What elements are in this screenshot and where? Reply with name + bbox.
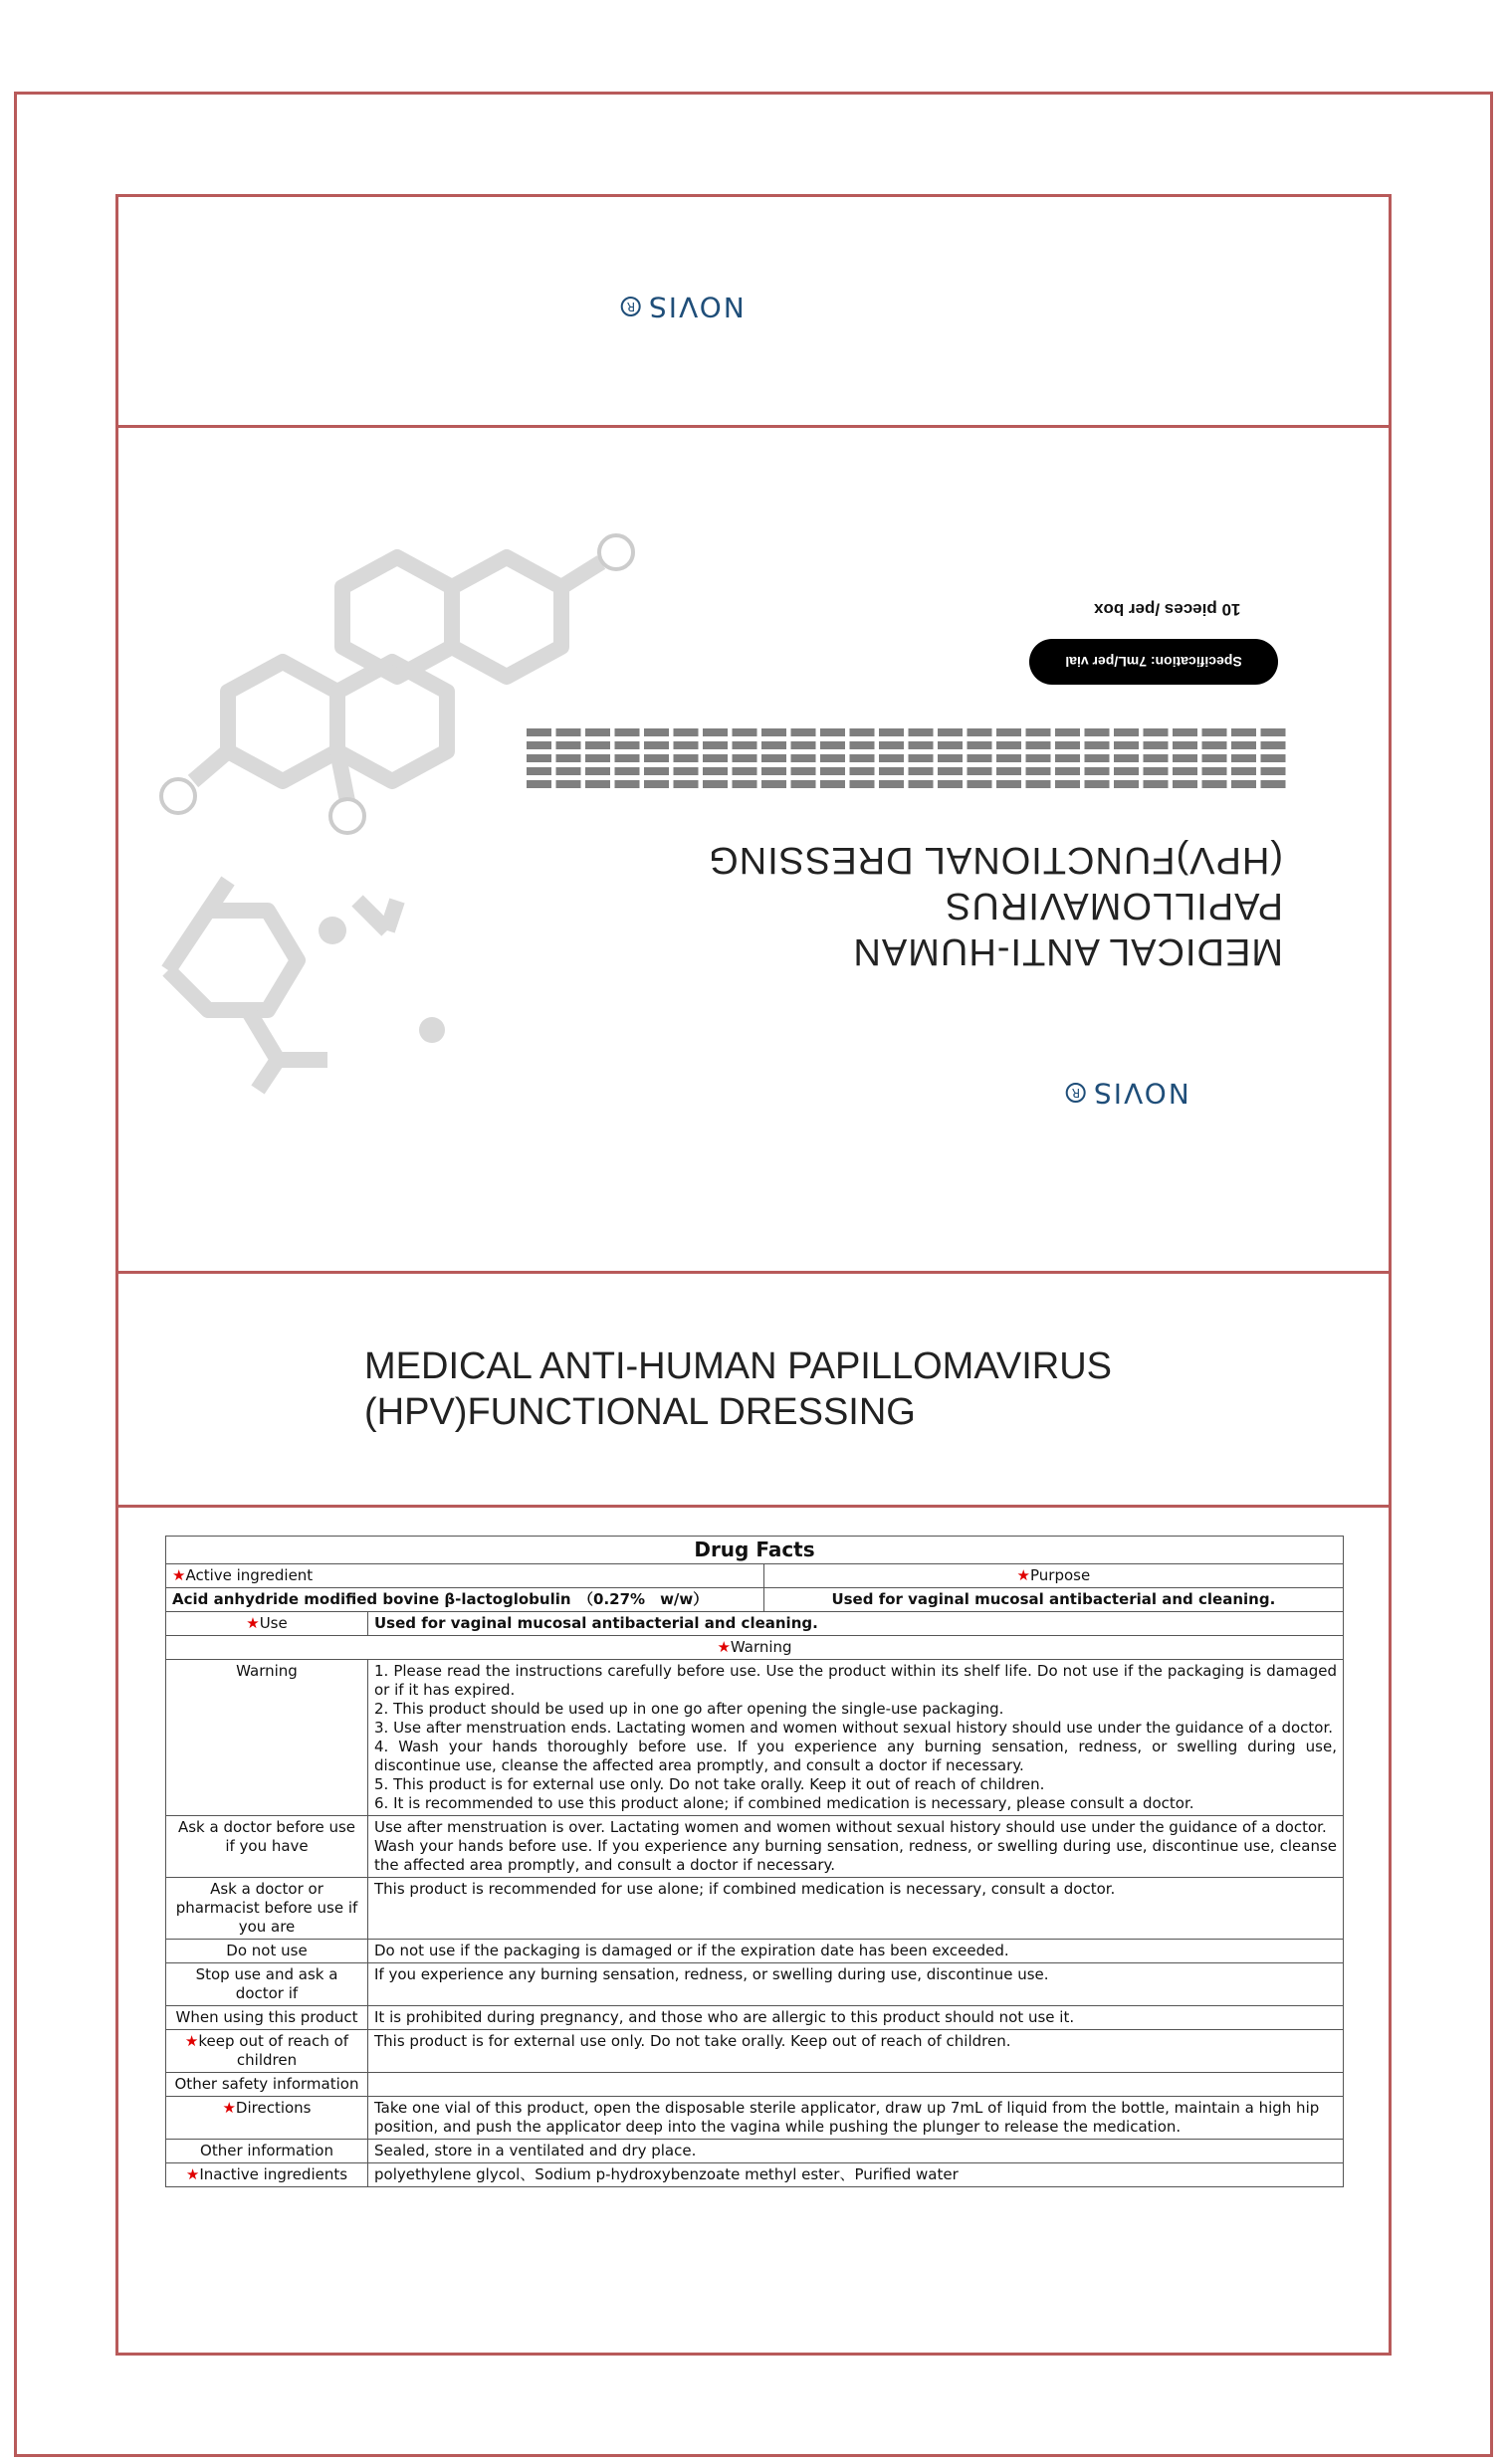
stripe-block [996,741,1021,749]
stripe-block [1114,728,1139,736]
title-line-2: (HPV)FUNCTIONAL DRESSING [708,839,1283,881]
stripe-block [820,754,845,762]
title-line-1: MEDICAL ANTI-HUMAN PAPILLOMAVIRUS [852,885,1283,972]
inactive-label-cell [166,2163,368,2187]
use-label-cell [166,1612,368,1636]
stripe-block [938,754,963,762]
drug-facts-header: Drug Facts [166,1537,1344,1564]
stripe-block [1261,780,1286,788]
stripe-block [615,728,640,736]
stripe-block [556,728,581,736]
stripe-block [733,767,757,775]
package-title-flipped [546,837,1283,974]
stripe-block [1202,728,1227,736]
stripe-block [1202,741,1227,749]
do-not-use-label: Do not use [166,1940,368,1963]
use-value: Used for vaginal mucosal antibacterial and cleaning. [368,1612,1344,1636]
active-ingredient-value: Acid anhydride modified bovine β-lactoglobulin （0.27% w/w） [166,1588,764,1612]
stripe-block [1026,728,1051,736]
stripe-block [761,754,786,762]
purpose-value: Used for vaginal mucosal antibacterial and cleaning. [763,1588,1343,1612]
stripe-block [585,780,610,788]
stripe-block [1173,754,1197,762]
stripe-block [1231,754,1256,762]
stripe-block [791,728,816,736]
stripe-block [820,741,845,749]
ask-pharmacist-value: This product is recommended for use alone; if combined medication is necessary, consult a doctor. [368,1878,1344,1940]
stripe-block [644,767,669,775]
stripe-block [644,780,669,788]
star-icon: ★ [222,2099,236,2117]
stripe-block [909,767,934,775]
brand-name-2: NOVIS [1092,1077,1189,1110]
stripe-block [674,728,699,736]
ask-doctor-line: Wash your hands before use. If you experience any burning sensation, redness, or swelling during use, discontinue use, cleanse the affected area promptly, and consult a doctor if necessary. [374,1837,1337,1874]
stripe-block [1231,767,1256,775]
stripe-block [791,754,816,762]
stripe-block [1261,741,1286,749]
stripe-block [1231,741,1256,749]
stripe-block [879,780,904,788]
stripe-block [1114,754,1139,762]
stripe-block [1144,754,1169,762]
brand-logo-flipped-2 [1066,1077,1189,1110]
use-label: Use [259,1614,288,1632]
ask-doctor-value [368,1816,1344,1878]
pieces-per-box: 10 pieces /per box [1094,600,1241,619]
stripe-block [791,780,816,788]
stripe-block [1202,767,1227,775]
keep-out-label: keep out of reach of children [198,2032,349,2069]
stripe-block [1173,741,1197,749]
stripe-block [1055,728,1080,736]
stripe-block [527,754,551,762]
stripe-block [850,780,875,788]
stripe-block [674,741,699,749]
front-panel [115,1271,1392,1508]
stripe-block [733,754,757,762]
ask-doctor-line: Use after menstruation is over. Lactating women and women without sexual history should use under the guidance of a doctor. [374,1818,1327,1836]
stripe-block [556,767,581,775]
stripe-block [1055,780,1080,788]
stripe-block [996,754,1021,762]
stripe-block [1026,754,1051,762]
stripe-block [703,728,728,736]
stripe-block [1085,780,1110,788]
do-not-use-value: Do not use if the packaging is damaged or if the expiration date has been exceeded. [368,1940,1344,1963]
stop-use-label: Stop use and ask a doctor if [166,1963,368,2006]
active-ingredient-label: Active ingredient [185,1566,314,1584]
purpose-label-cell [763,1564,1343,1588]
stripe-block [703,780,728,788]
stripe-block [909,728,934,736]
stripe-block [556,741,581,749]
stripe-block [527,767,551,775]
stripe-block [1202,754,1227,762]
star-icon: ★ [717,1638,731,1656]
other-info-label: Other information [166,2140,368,2163]
stripe-block [1231,728,1256,736]
star-icon: ★ [246,1614,260,1632]
stripe-block [850,754,875,762]
stripe-block [761,728,786,736]
top-flap-panel [115,194,1392,428]
stripe-block [1173,728,1197,736]
stripe-block [909,754,934,762]
stripe-block [1085,728,1110,736]
ask-doctor-label: Ask a doctor before use if you have [166,1816,368,1878]
stripe-block [556,754,581,762]
directions-label: Directions [235,2099,312,2117]
stripe-block [761,767,786,775]
stripe-block [850,767,875,775]
molecule-graphic [148,493,706,1149]
stripe-block [1055,741,1080,749]
stripe-block [820,780,845,788]
active-ingredient-label-cell [166,1564,764,1588]
stop-use-value: If you experience any burning sensation, redness, or swelling during use, discontinue use. [368,1963,1344,2006]
stripe-block [1173,767,1197,775]
other-safety-value [368,2073,1344,2097]
stripe-block [996,780,1021,788]
stripe-block [850,728,875,736]
stripe-block [850,741,875,749]
stripe-block [996,767,1021,775]
stripe-block [674,767,699,775]
stripe-block [527,728,551,736]
stripe-block [1055,754,1080,762]
stripe-block [1261,754,1286,762]
stripe-block [791,741,816,749]
stripe-block [703,741,728,749]
stripe-block [1114,780,1139,788]
star-icon: ★ [184,2032,199,2050]
warning-item: 2. This product should be used up in one go after opening the single-use packaging. [374,1700,1004,1718]
stripe-block [909,780,934,788]
stripe-block [1055,767,1080,775]
stripe-block [820,767,845,775]
package-title [364,1343,1112,1435]
warning-item: 4. Wash your hands thoroughly before use. If you experience any burning sensation, redness, or swelling during use, discontinue use, cleanse the affected area promptly, and consult a doctor if necessary. [374,1738,1337,1774]
other-info-value: Sealed, store in a ventilated and dry place. [368,2140,1344,2163]
stripe-block [1026,780,1051,788]
stripe-block [1144,741,1169,749]
stripe-block [615,754,640,762]
front-title-line-1: MEDICAL ANTI-HUMAN PAPILLOMAVIRUS [364,1345,1112,1387]
stripe-block [1114,767,1139,775]
stripe-block [879,767,904,775]
stripe-block [938,780,963,788]
stripe-block [909,741,934,749]
stripe-block [674,780,699,788]
stripe-block [938,767,963,775]
warning-header-cell [166,1636,1344,1660]
stripe-block [733,741,757,749]
drug-facts-table [165,1536,1344,2187]
stripe-block [644,741,669,749]
stripe-block [703,754,728,762]
stripe-block [1202,780,1227,788]
stripe-block [879,728,904,736]
stripe-block [556,780,581,788]
warning-list [368,1660,1344,1816]
stripe-block [1231,780,1256,788]
inactive-label: Inactive ingredients [199,2165,348,2183]
ask-pharmacist-label: Ask a doctor or pharmacist before use if you are [166,1878,368,1940]
keep-out-label-cell [166,2030,368,2073]
stripe-block [968,741,992,749]
stripe-block [1026,767,1051,775]
warning-item: 3. Use after menstruation ends. Lactating women and women without sexual history should use under the guidance of a doctor. [374,1719,1334,1737]
registered-icon: R [621,298,641,317]
stripe-block [761,780,786,788]
stripe-block [1261,767,1286,775]
stripe-block [1085,767,1110,775]
stripe-block [733,728,757,736]
star-icon: ★ [1016,1566,1030,1584]
back-panel [115,425,1392,1274]
stripe-block [527,780,551,788]
stripe-block [938,741,963,749]
inactive-value: polyethylene glycol、Sodium p-hydroxybenzoate methyl ester、Purified water [368,2163,1344,2187]
stripe-block [615,741,640,749]
stripe-block [1144,767,1169,775]
stripe-block [585,728,610,736]
stripe-block [1173,780,1197,788]
stripe-block [938,728,963,736]
stripe-block [585,767,610,775]
stripe-block [1085,754,1110,762]
stripe-block [674,754,699,762]
stripe-block [585,754,610,762]
when-using-value: It is prohibited during pregnancy, and those who are allergic to this product should not use it. [368,2006,1344,2030]
stripe-block [644,754,669,762]
stripe-block [644,728,669,736]
star-icon: ★ [185,2165,200,2183]
warning-header: Warning [730,1638,792,1656]
stripe-block [879,754,904,762]
stripe-block [791,767,816,775]
warning-item: 6. It is recommended to use this product alone; if combined medication is necessary, please consult a doctor. [374,1794,1194,1812]
stripe-block [820,728,845,736]
stripe-block [1144,728,1169,736]
stripe-block [996,728,1021,736]
stripe-pattern [527,728,1290,792]
warning-item: 5. This product is for external use only. Do not take orally. Keep it out of reach of children. [374,1775,1045,1793]
registered-icon-2: R [1066,1084,1086,1104]
directions-value: Take one vial of this product, open the disposable sterile applicator, draw up 7mL of liquid from the bottle, maintain a high hip position, and push the applicator deep into the vagina while pushing the plunger to release the medication. [368,2097,1344,2140]
stripe-block [733,780,757,788]
stripe-block [1144,780,1169,788]
stripe-block [1261,728,1286,736]
star-icon: ★ [172,1566,186,1584]
warning-label: Warning [166,1660,368,1816]
stripe-block [527,741,551,749]
when-using-label: When using this product [166,2006,368,2030]
stripe-block [1114,741,1139,749]
stripe-block [968,780,992,788]
brand-logo-flipped [621,291,745,323]
stripe-block [615,780,640,788]
stripe-block [585,741,610,749]
purpose-label: Purpose [1029,1566,1091,1584]
other-safety-label: Other safety information [166,2073,368,2097]
stripe-block [615,767,640,775]
stripe-block [968,728,992,736]
stripe-block [1085,741,1110,749]
stripe-block [761,741,786,749]
brand-name: NOVIS [647,291,745,323]
keep-out-value: This product is for external use only. Do not take orally. Keep out of reach of children. [368,2030,1344,2073]
directions-label-cell [166,2097,368,2140]
front-title-line-2: (HPV)FUNCTIONAL DRESSING [364,1391,916,1433]
stripe-block [703,767,728,775]
stripe-block [879,741,904,749]
warning-item: 1. Please read the instructions carefully before use. Use the product within its shelf life. Do not use if the packaging is damaged or if it has expired. [374,1662,1337,1699]
stripe-block [968,754,992,762]
stripe-block [968,767,992,775]
stripe-block [1026,741,1051,749]
specification-pill: Specification: 7mL/per vial [1029,639,1278,685]
